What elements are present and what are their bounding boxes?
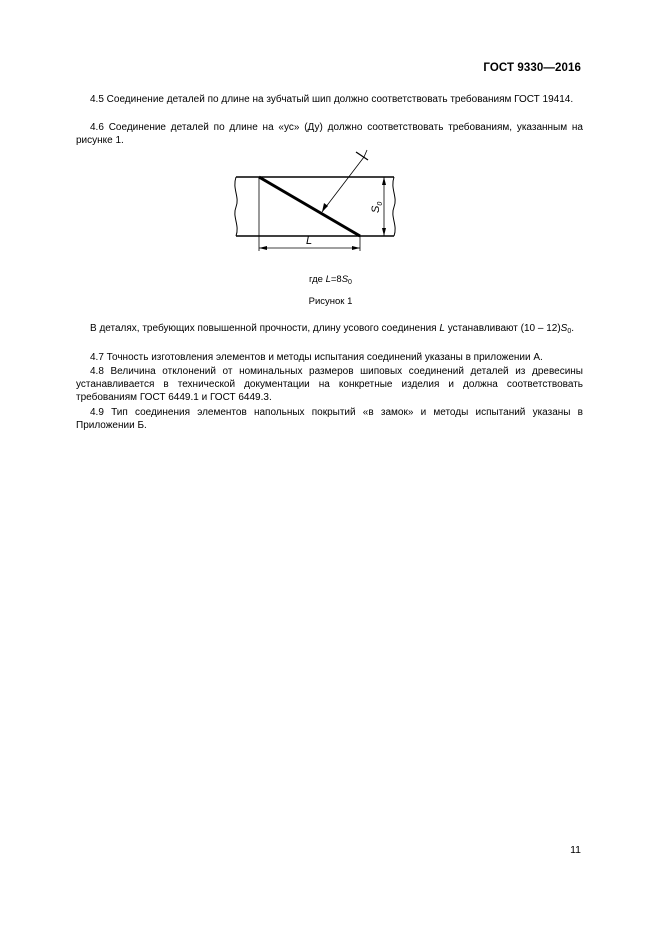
label-S0: $S_0$ [370, 201, 384, 213]
left-break-line [235, 177, 237, 236]
paragraph-detail [76, 322, 583, 338]
detail-sub: 0 [567, 328, 572, 335]
figure-caption: Рисунок 1 [308, 296, 353, 307]
paragraph-4-5-text: 4.5 Соединение деталей по длине на зубчатый шип должно соответствовать требованиям ГОСТ 19414. [90, 94, 574, 105]
detail-end: . [571, 323, 575, 334]
paragraph-4-9-text: 4.9 Тип соединения элементов напольных покрытий «в замок» и методы испытаний указаны в Приложении Б. [76, 407, 583, 431]
arrow-S0-bottom [382, 228, 386, 236]
figure-1-drawing [230, 147, 430, 262]
paragraph-4-7 [76, 351, 583, 364]
joint-diagonal-line [259, 177, 360, 236]
legend-eq: =8 [330, 274, 342, 285]
arrow-S0-top [382, 177, 386, 185]
arrow-L-right [352, 246, 360, 250]
legend-sub: 0 [348, 279, 352, 286]
legend-prefix: где [309, 274, 326, 285]
arrow-L-left [259, 246, 267, 250]
section-leader-end [364, 150, 367, 157]
detail-L: L [439, 323, 445, 334]
legend-L: L [325, 274, 331, 285]
legend-S: S [341, 274, 349, 285]
section-leader-line [322, 157, 364, 212]
section-arrow [322, 203, 328, 212]
miter-joint-diagram [230, 147, 430, 257]
paragraph-4-8-text: 4.8 Величина отклонений от номинальных размеров шиповых соединений деталей из древесины устанавливается в технической документации на конкретные изделия и должна соответствовать требованиям ГОСТ 6449.1 и ГОСТ 6449.3. [76, 366, 583, 403]
figure-legend [0, 274, 661, 286]
paragraph-4-6-text: 4.6 Соединение деталей по длине на «ус» (Ду) должно соответствовать требованиям, указанным на рисунке 1. [76, 122, 583, 146]
label-L: L [305, 235, 313, 247]
paragraph-4-9 [76, 406, 583, 432]
detail-part-a: В деталях, требующих повышенной прочности, длину усового соединения [90, 323, 437, 334]
section-tick-mark [356, 152, 368, 160]
page-number: 11 [570, 844, 581, 856]
paragraph-4-8 [76, 365, 583, 404]
paragraph-4-7-text: 4.7 Точность изготовления элементов и методы испытания соединений указаны в приложении А. [90, 352, 543, 363]
right-break-line [393, 177, 395, 236]
document-header: ГОСТ 9330—2016 [483, 62, 581, 74]
paragraph-4-6 [76, 121, 583, 147]
detail-part-b: устанавливают (10 – 12) [447, 323, 561, 334]
paragraph-4-5 [76, 93, 583, 106]
paragraph-detail-text [76, 322, 583, 338]
detail-S: S [560, 323, 568, 334]
